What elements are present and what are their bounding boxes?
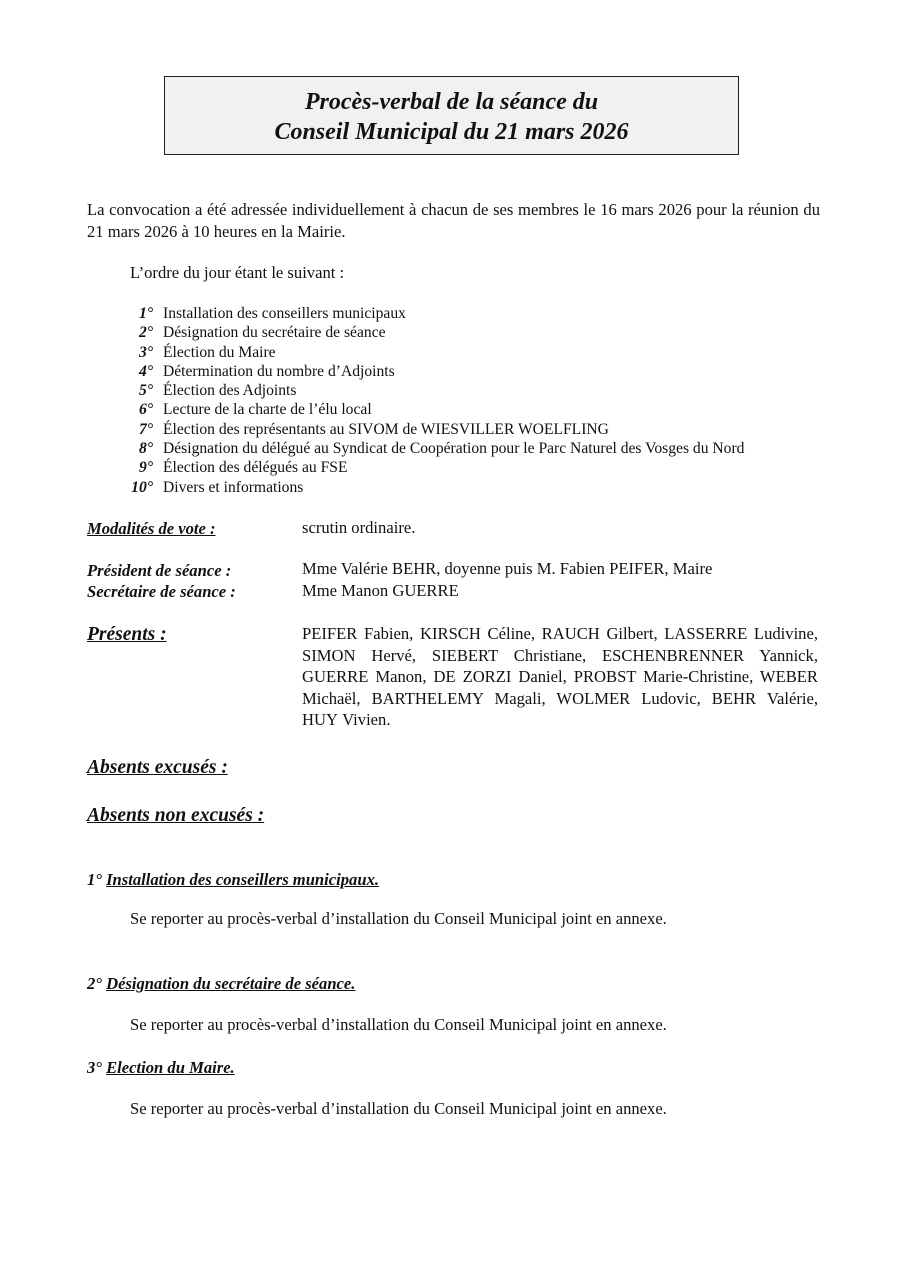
agenda-item-number: 2° bbox=[138, 324, 153, 342]
convocation-paragraph: La convocation a été adressée individuellement à chacun de ses membres le 16 mars 2026 pour la réunion du 21 mars 2026 à 10 heures en la Mairie. bbox=[87, 200, 820, 241]
agenda-item bbox=[118, 362, 744, 381]
section-heading bbox=[87, 973, 355, 995]
section-title: Election du Maire. bbox=[106, 1058, 235, 1077]
section-number: 2° bbox=[87, 974, 102, 993]
agenda-item-text: Élection des délégués au FSE bbox=[163, 459, 348, 477]
section-heading bbox=[87, 1057, 235, 1079]
agenda-item bbox=[118, 343, 744, 362]
section-heading bbox=[87, 869, 379, 891]
agenda-list bbox=[118, 304, 744, 497]
agenda-item-text: Élection du Maire bbox=[163, 343, 276, 361]
agenda-item bbox=[118, 478, 744, 497]
section-body: Se reporter au procès-verbal d’installation du Conseil Municipal joint en annexe. bbox=[130, 1099, 667, 1118]
agenda-item-number: 5° bbox=[138, 382, 153, 400]
document-title-line-2: Conseil Municipal du 21 mars 2026 bbox=[274, 119, 629, 145]
president-label: Président de séance : bbox=[87, 561, 232, 580]
presents-label: Présents : bbox=[87, 624, 167, 645]
modalites-label: Modalités de vote : bbox=[87, 519, 216, 538]
agenda-item-number: 7° bbox=[138, 420, 153, 438]
agenda-item-number: 8° bbox=[138, 440, 153, 458]
modalites-value: scrutin ordinaire. bbox=[302, 518, 416, 537]
agenda-item-text: Lecture de la charte de l’élu local bbox=[163, 401, 372, 419]
agenda-item-text: Divers et informations bbox=[163, 478, 304, 496]
document-title-line-1: Procès-verbal de la séance du bbox=[304, 89, 599, 115]
agenda-item-number: 6° bbox=[138, 401, 153, 419]
section-body: Se reporter au procès-verbal d’installation du Conseil Municipal joint en annexe. bbox=[130, 1015, 667, 1034]
section-title: Désignation du secrétaire de séance. bbox=[106, 974, 356, 993]
presents-value: PEIFER Fabien, KIRSCH Céline, RAUCH Gilbert, LASSERRE Ludivine, SIMON Hervé, SIEBERT Christiane, ESCHENBRENNER Yannick, GUERRE Manon, DE ZORZI Daniel, PROBST Marie-Christine, WEBER Michaël, BARTHELEMY Magali, WOLMER Ludovic, BEHR Valérie, HUY Vivien. bbox=[302, 624, 818, 729]
secretaire-value: Mme Manon GUERRE bbox=[302, 581, 459, 600]
section-number: 3° bbox=[87, 1058, 102, 1077]
agenda-item bbox=[118, 400, 744, 419]
agenda-item bbox=[118, 304, 744, 323]
agenda-item-number: 9° bbox=[138, 459, 153, 477]
agenda-item-text: Désignation du délégué au Syndicat de Coopération pour le Parc Naturel des Vosges du Nord bbox=[163, 440, 745, 458]
agenda-item-text: Élection des représentants au SIVOM de WIESVILLER WOELFLING bbox=[163, 420, 609, 438]
agenda-item-number: 10° bbox=[131, 478, 153, 496]
absents-non-excuses-label: Absents non excusés : bbox=[87, 805, 265, 826]
absents-excuses-label: Absents excusés : bbox=[87, 757, 228, 778]
agenda-item-text: Élection des Adjoints bbox=[163, 382, 297, 400]
secretaire-label: Secrétaire de séance : bbox=[87, 582, 236, 601]
agenda-item bbox=[118, 439, 744, 458]
agenda-item-number: 3° bbox=[138, 343, 153, 361]
agenda-item-number: 4° bbox=[138, 362, 153, 380]
agenda-item bbox=[118, 381, 744, 400]
president-value: Mme Valérie BEHR, doyenne puis M. Fabien PEIFER, Maire bbox=[302, 559, 713, 578]
agenda-item bbox=[118, 323, 744, 342]
agenda-item bbox=[118, 420, 744, 439]
section-title: Installation des conseillers municipaux. bbox=[106, 870, 380, 889]
section-number: 1° bbox=[87, 870, 102, 889]
agenda-item-number: 1° bbox=[138, 305, 153, 322]
agenda-item-text: Désignation du secrétaire de séance bbox=[163, 324, 386, 342]
agenda-item-text: Installation des conseillers municipaux bbox=[163, 305, 406, 322]
agenda-item-text: Détermination du nombre d’Adjoints bbox=[163, 362, 395, 380]
section-body: Se reporter au procès-verbal d’installation du Conseil Municipal joint en annexe. bbox=[130, 909, 667, 928]
agenda-item bbox=[118, 458, 744, 477]
document-title-box bbox=[164, 76, 739, 155]
agenda-intro: L’ordre du jour étant le suivant : bbox=[130, 263, 345, 282]
